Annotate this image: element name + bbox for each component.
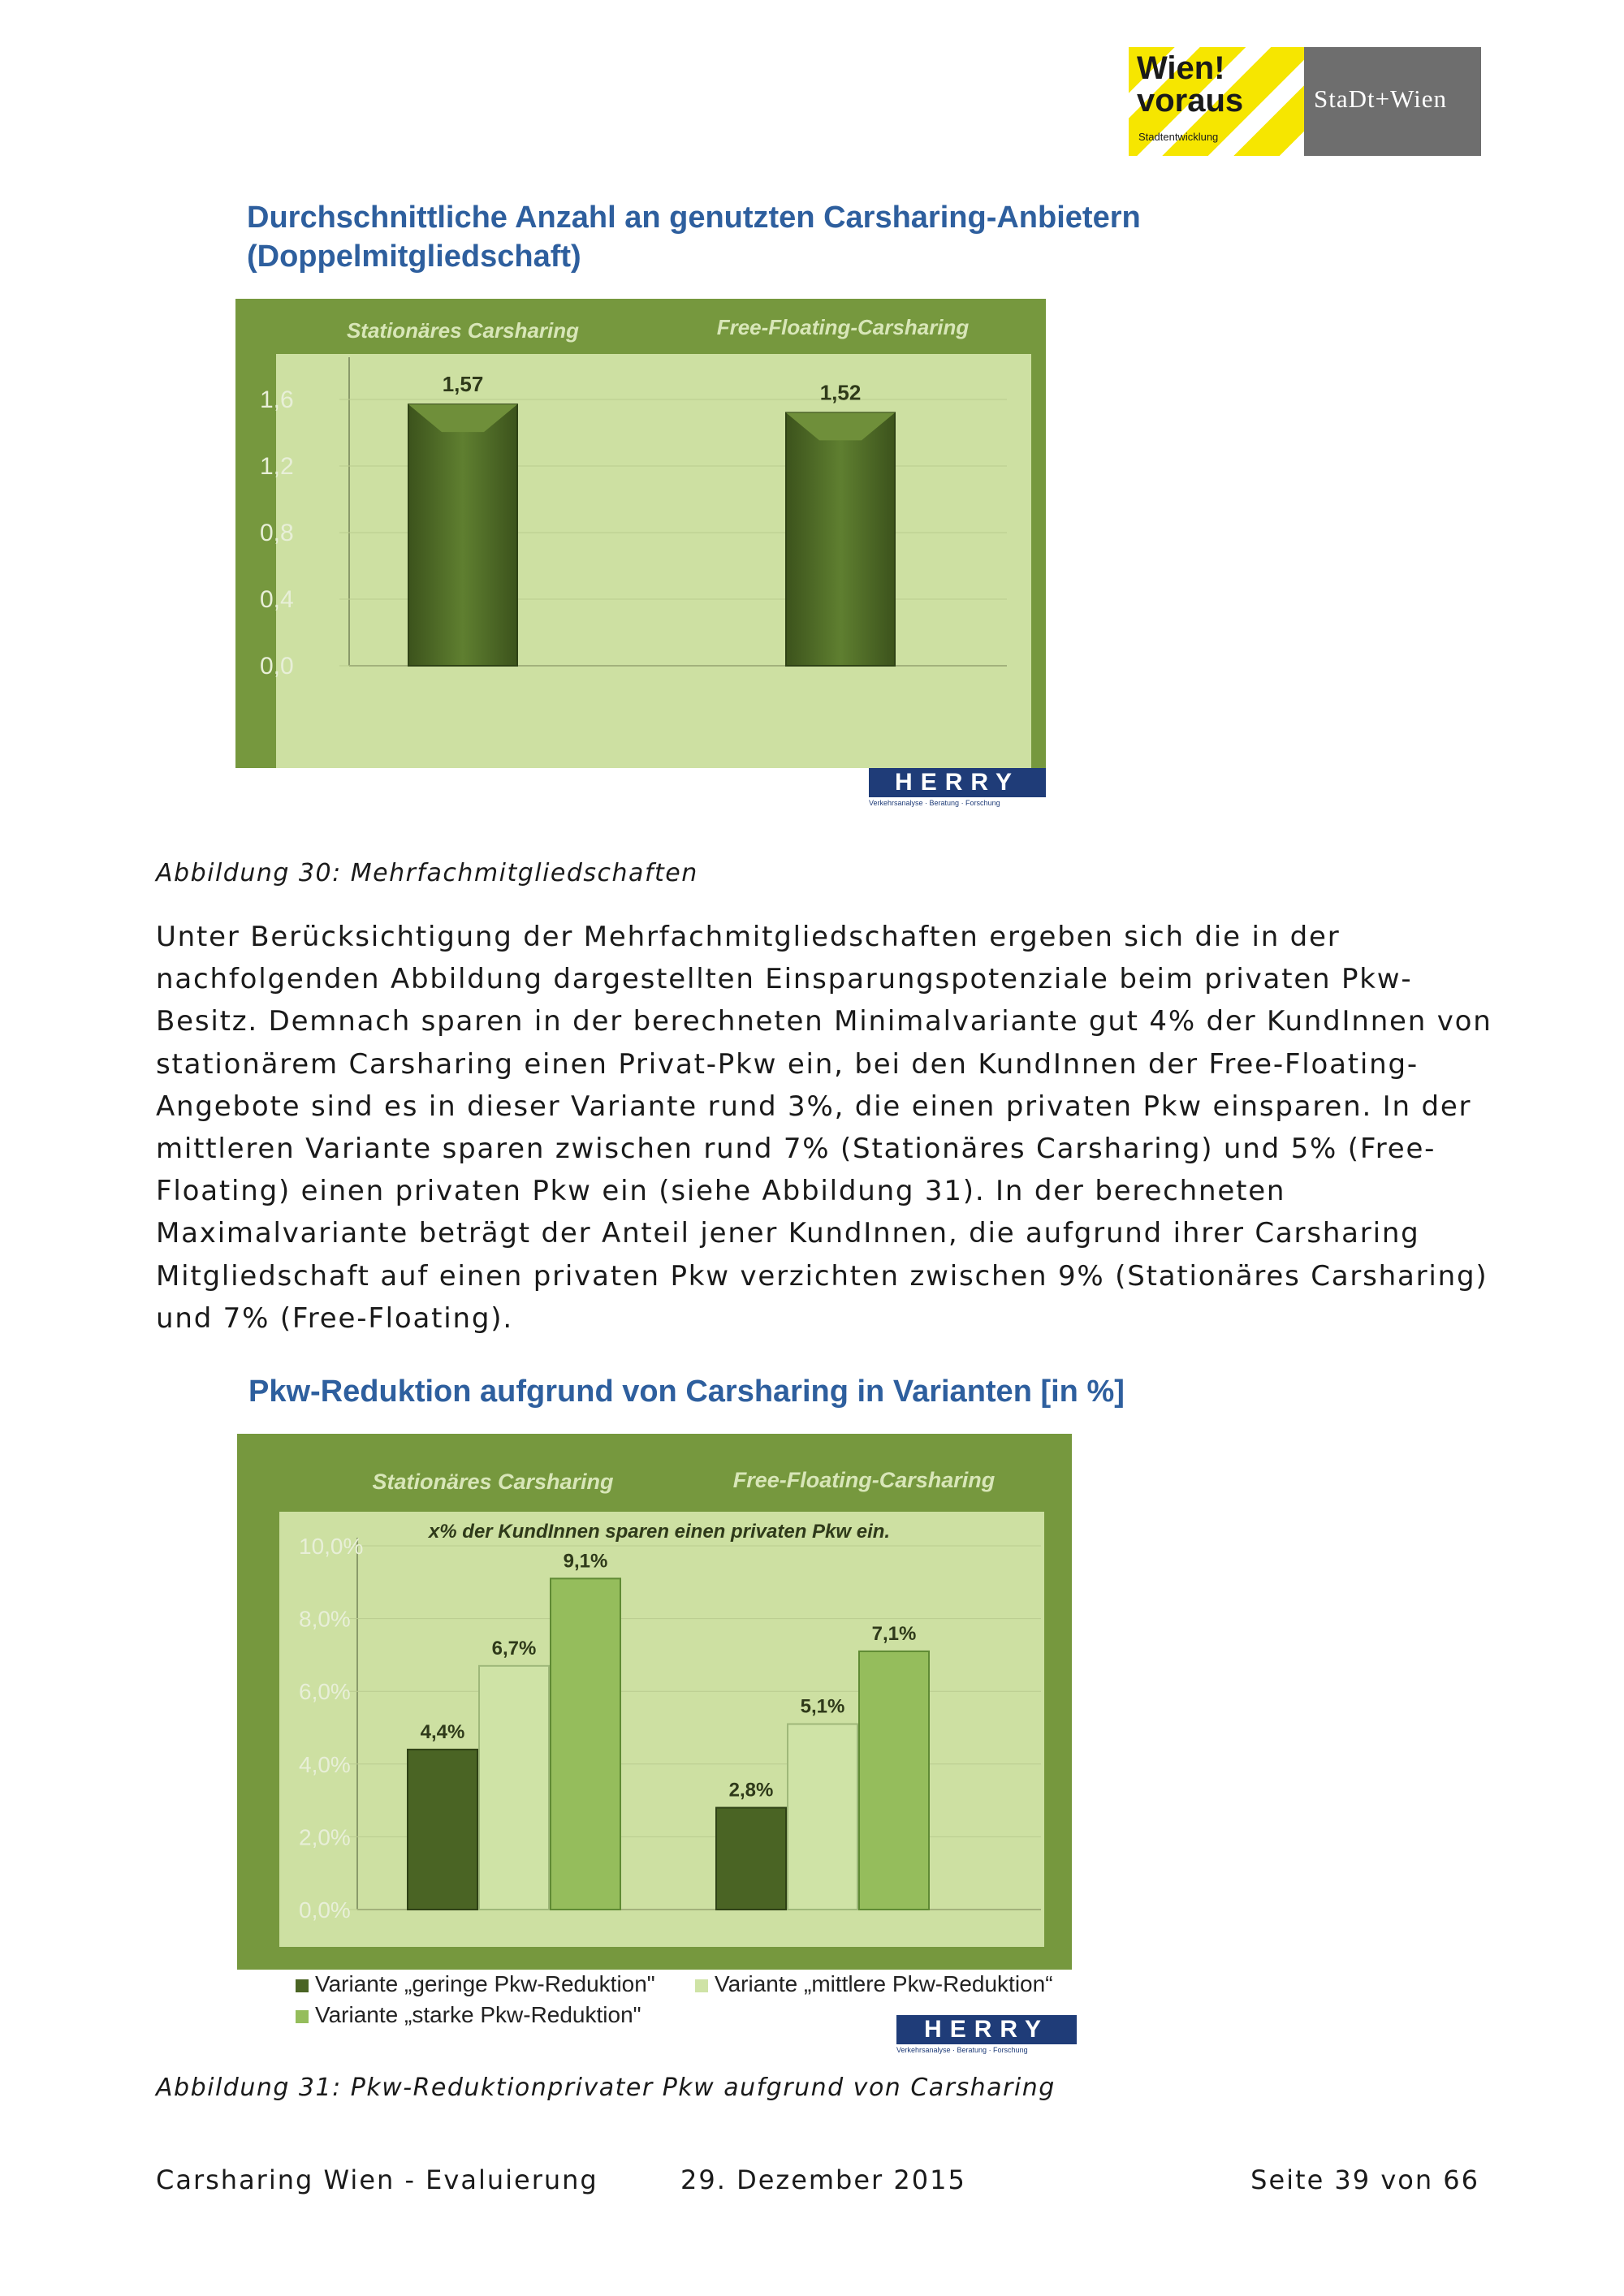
bar-body	[786, 412, 895, 666]
y-tick-label: 1,6	[260, 386, 294, 413]
figure31-chart	[237, 1434, 1072, 1970]
legend-item-geringe	[296, 1971, 655, 1997]
bar	[859, 1651, 929, 1910]
y-tick-label: 8,0%	[299, 1606, 351, 1632]
logo-wien-line1: Wien!	[1137, 50, 1225, 86]
y-tick-label: 0,0%	[299, 1897, 351, 1923]
legend-label-starke: Variante „starke Pkw-Reduktion"	[315, 2002, 641, 2027]
y-tick-label: 1,2	[260, 453, 294, 480]
figure30-title-line1: Durchschnittliche Anzahl an genutzten Carsharing-Anbietern	[247, 201, 1141, 235]
herry-logo: HERRY	[896, 2015, 1077, 2044]
figure31-title: Pkw-Reduktion aufgrund von Carsharing in Varianten [in %]	[248, 1375, 1125, 1409]
figure30-title-line2: (Doppelmitgliedschaft)	[247, 240, 581, 274]
legend-swatch-dark	[296, 1979, 309, 1992]
y-tick-label: 0,4	[260, 586, 294, 613]
footer-date: 29. Dezember 2015	[680, 2164, 966, 2195]
herry-logo: HERRY	[869, 768, 1046, 797]
bar-value-label: 9,1%	[563, 1550, 608, 1573]
figure30-caption: Abbildung 30: Mehrfachmitgliedschaften	[156, 859, 698, 887]
category-label-freefloating: Free-Floating-Carsharing	[732, 1468, 996, 1492]
wien-voraus-logo	[1129, 47, 1304, 156]
category-label-stationaer: Stationäres Carsharing	[372, 1470, 614, 1494]
footer-page-number: Seite 39 von 66	[1250, 2164, 1479, 2195]
plot-area	[276, 354, 1031, 768]
stadt-wien-logo	[1304, 47, 1481, 156]
y-tick-label: 0,8	[260, 520, 294, 546]
footer-left: Carsharing Wien - Evaluierung	[156, 2164, 598, 2195]
bar-value-label: 4,4%	[420, 1720, 465, 1743]
y-tick-label: 4,0%	[299, 1751, 351, 1777]
herry-logo-subtitle: Verkehrsanalyse · Beratung · Forschung	[869, 799, 1000, 807]
y-tick-label: 0,0	[260, 653, 294, 680]
y-tick-label: 2,0%	[299, 1824, 351, 1850]
y-tick-label: 6,0%	[299, 1679, 351, 1705]
herry-logo-subtitle: Verkehrsanalyse · Beratung · Forschung	[896, 2046, 1028, 2054]
bar-value-label: 6,7%	[491, 1637, 537, 1659]
bar	[716, 1808, 786, 1910]
y-tick-label: 10,0%	[299, 1534, 364, 1559]
logo-wien-line2: voraus	[1137, 83, 1244, 119]
bar	[551, 1578, 620, 1910]
bar-value-label: 1,57	[442, 372, 484, 397]
bar	[786, 412, 895, 666]
logo-wien-subtitle: Stadtentwicklung	[1138, 131, 1219, 143]
bar	[408, 1750, 477, 1910]
bar	[788, 1724, 857, 1910]
legend-item-mittlere	[695, 1971, 1053, 1997]
chart-subtitle: x% der KundInnen sparen einen privaten Pkw ein.	[428, 1521, 891, 1543]
bar	[479, 1666, 549, 1910]
bar-value-label: 2,8%	[728, 1779, 774, 1802]
legend-item-starke	[296, 2002, 641, 2028]
bar-value-label: 1,52	[819, 380, 862, 405]
bar-value-label: 7,1%	[871, 1622, 917, 1645]
bar	[408, 404, 517, 666]
bar-body	[408, 404, 517, 666]
figure30-chart	[235, 299, 1046, 768]
legend-label-geringe: Variante „geringe Pkw-Reduktion"	[315, 1971, 655, 1996]
body-paragraph: Unter Berücksichtigung der Mehrfachmitgliedschaften ergeben sich die in der nachfolgenden Abbildung dargestellten Einsparungspotenziale beim privaten Pkw-Besitz. Demnach sparen in der berechneten Minimalvariante gut 4% der KundInnen von stationärem Carsharing einen Privat-Pkw ein, bei den KundInnen der Free-Floating-Angebote sind es in dieser Variante rund 3%, die einen privaten Pkw einsparen. In der mittleren Variante sparen zwischen rund 7% (Stationäres Carsharing) und 5% (Free-Floating) einen privaten Pkw ein (siehe Abbildung 31). In der berechneten Maximalvariante beträgt der Anteil jener KundInnen, die aufgrund ihrer Carsharing Mitgliedschaft auf einen privaten Pkw verzichten zwischen 9% (Stationäres Carsharing) und 7% (Free-Floating).	[156, 921, 1492, 1335]
category-label-stationaer: Stationäres Carsharing	[346, 318, 580, 343]
legend-label-mittlere: Variante „mittlere Pkw-Reduktion“	[715, 1971, 1053, 1996]
legend-swatch-light	[296, 2010, 309, 2023]
legend-swatch-mid	[695, 1979, 708, 1992]
bar-value-label: 5,1%	[800, 1695, 845, 1718]
logo-stadt-text: StaDt+Wien	[1314, 84, 1447, 113]
category-label-freefloating: Free-Floating-Carsharing	[716, 315, 970, 339]
figure30-title	[247, 198, 1302, 276]
figure31-caption: Abbildung 31: Pkw-Reduktionprivater Pkw aufgrund von Carsharing	[156, 2074, 1056, 2102]
